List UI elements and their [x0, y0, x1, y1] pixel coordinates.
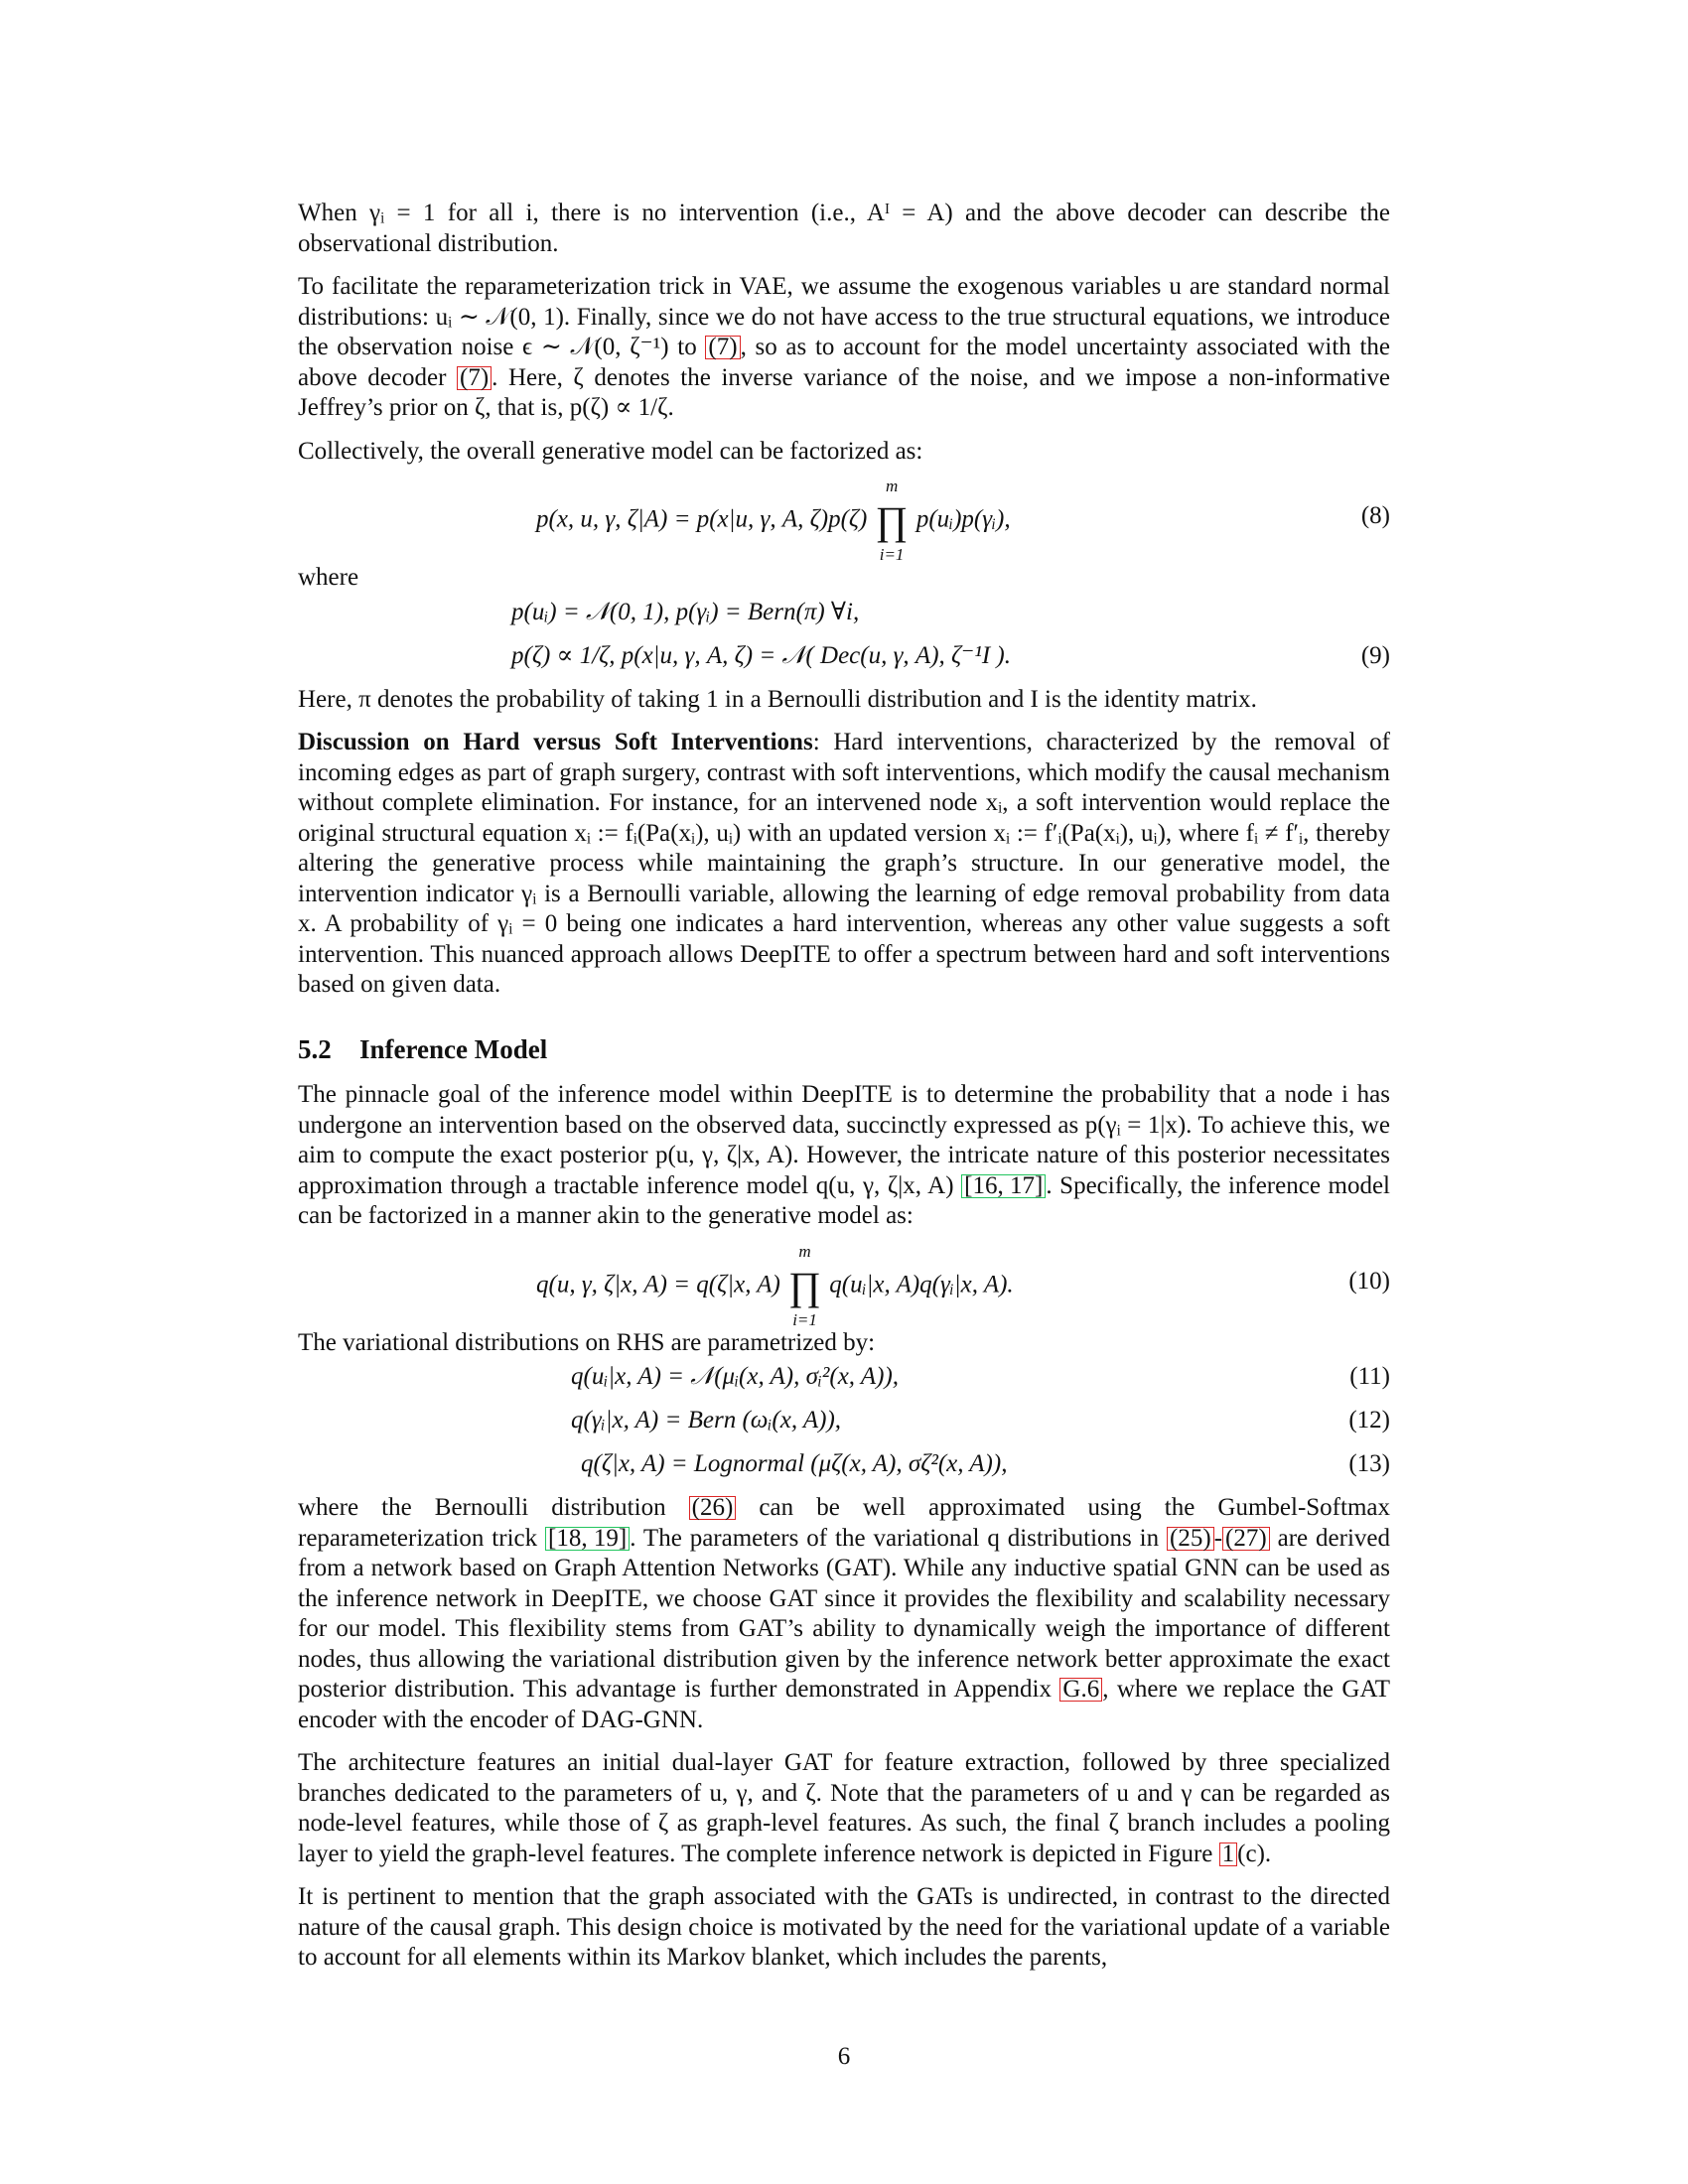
equation-10-right: q(uᵢ|x, A)q(γᵢ|x, A).: [829, 1271, 1014, 1298]
product-lower-limit: i=1: [792, 1309, 817, 1329]
paragraph-factorization-intro: Collectively, the overall generative model can be factorized as:: [298, 437, 923, 465]
section-heading: [298, 1034, 1390, 1065]
equation-10-left: q(u, γ, ζ|x, A) = q(ζ|x, A): [536, 1271, 780, 1298]
equation-12-body: q(γᵢ|x, A) = Bern (ωᵢ(x, A)),: [571, 1407, 842, 1433]
paragraph-variational-intro: The variational distributions on RHS are parametrized by:: [298, 1328, 876, 1356]
citation-18-19[interactable]: [18, 19]: [545, 1527, 630, 1551]
equation-ref-26[interactable]: (26): [689, 1496, 737, 1520]
text: are derived from a network based on Graph Attention Networks (GAT). While any inductive spatial GNN can be used as the inference network in DeepITE, we choose GAT since it provides the flexibility and scalability necessary for our model. This flexibility stems from GAT’s ability to dynamically weigh the importance of different nodes, thus allowing the variational distribution given by the inference network better approximate the exact posterior distribution. This advantage is further demonstrated in Appendix: [298, 1524, 1391, 1703]
equation-12: [298, 1406, 1390, 1449]
equation-9-line-1-body: p(uᵢ) = 𝒩(0, 1), p(γᵢ) = Bern(π) ∀i,: [511, 598, 860, 625]
equation-9-number: (9): [1360, 641, 1390, 669]
text: To facilitate the reparameterization trick in VAE, we assume the exogenous variables u are standard normal distributions: uᵢ ∼ 𝒩(0, 1). Finally, since we do not have access to the true structural equations, we introduce the observation noise ϵ ∼ 𝒩(0, ζ⁻¹) to: [298, 273, 1390, 360]
page-number: 6: [837, 2043, 851, 2070]
text: The architecture features an initial dual-layer GAT for feature extraction, followed by three specialized branches dedicated to the parameters of u, γ, and ζ. Note that the parameters of u and γ can be regarded as node-level features, while those of ζ as graph-level features. As such, the final ζ branch includes a pooling layer to yield the graph-level features. The complete inference network is depicted in Figure: [298, 1749, 1390, 1867]
equation-8-number: (8): [1360, 502, 1390, 529]
text: where the Bernoulli distribution: [298, 1494, 666, 1521]
text: : Hard interventions, characterized by the removal of incoming edges as part of graph surgery, contrast with soft interventions, which modify the causal mechanism without complete elimination. For instance, for an intervened node xᵢ, a soft intervention would replace the original structural equation xᵢ := fᵢ(Pa(xᵢ), uᵢ) with an updated version xᵢ := f′ᵢ(Pa(xᵢ), uᵢ), where fᵢ ≠ f′ᵢ, thereby altering the generative process while maintaining the graph’s structure. In our generative model, the intervention indicator γᵢ is a Bernoulli variable, allowing the learning of edge removal probability from data x. A probability of γᵢ = 0 being one indicates a hard intervention, whereas any other value suggests a soft intervention. This nuanced approach allows DeepITE to offer a spectrum between hard and soft interventions based on given data.: [298, 729, 1390, 998]
paper-page: [298, 199, 1390, 1986]
paragraph-inference-goal: [298, 1080, 1390, 1232]
section-title: Inference Model: [359, 1033, 548, 1064]
equation-10-body: [536, 1241, 1014, 1329]
paragraph-intervention-note: When γᵢ = 1 for all i, there is no intervention (i.e., Aᴵ = A) and the above decoder can describe the observational distribution.: [298, 200, 1390, 257]
paragraph-gat-inference: [298, 1493, 1390, 1735]
equation-8-body: [536, 477, 1011, 564]
paragraph-undirected-graph: It is pertinent to mention that the graph associated with the GATs is undirected, in contrast to the directed nature of the causal graph. This design choice is motivated by the need for the variational update of a variable to account for all elements within its Markov blanket, which includes the parents,: [298, 1883, 1390, 1971]
figure-ref-1[interactable]: 1: [1219, 1843, 1238, 1866]
text: , so as to account for the model uncertainty associated with the above decoder: [298, 334, 1391, 391]
paragraph-pi-definition: Here, π denotes the probability of taking 1 in a Bernoulli distribution and I is the identity matrix.: [298, 685, 1257, 713]
text: The pinnacle goal of the inference model within DeepITE is to determine the probability that a node i has undergone an intervention based on the observed data, succinctly expressed as p(γᵢ = 1|x). To achieve this, we aim to compute the exact posterior p(u, γ, ζ|x, A). However, the intricate nature of this posterior necessitates approximation through a tractable inference model q(u, γ, ζ|x, A): [298, 1081, 1390, 1199]
section-number: 5.2: [298, 1033, 332, 1064]
product-upper-limit: m: [885, 477, 899, 495]
product-symbol: ∏ m i=1: [788, 1241, 822, 1329]
text: (c).: [1237, 1840, 1272, 1867]
equation-ref-25[interactable]: (25): [1167, 1527, 1214, 1551]
equation-13-number: (13): [1348, 1450, 1390, 1477]
equation-8-left: p(x, u, γ, ζ|A) = p(x|u, γ, A, ζ)p(ζ): [536, 505, 868, 533]
equation-9-line-2: [298, 641, 1390, 685]
equation-ref-7-b[interactable]: (7): [457, 366, 492, 390]
equation-ref-27[interactable]: (27): [1222, 1527, 1270, 1551]
text: . Here, ζ denotes the inverse variance of the noise, and we impose a non-informative Jeffrey’s prior on ζ, that is, p(ζ) ∝ 1/ζ.: [298, 363, 1390, 421]
product-lower-limit: i=1: [879, 545, 905, 564]
equation-9-line-1: [298, 598, 1390, 641]
product-upper-limit: m: [798, 1241, 811, 1261]
product-symbol: ∏ m i=1: [875, 477, 909, 564]
equation-8-right: p(uᵢ)p(γᵢ),: [915, 505, 1011, 533]
equation-8: [298, 477, 1390, 564]
equation-10-number: (10): [1348, 1267, 1390, 1295]
equation-11-number: (11): [1349, 1363, 1390, 1390]
equation-9-line-2-body: p(ζ) ∝ 1/ζ, p(x|u, γ, A, ζ) = 𝒩( Dec(u, γ, A), ζ⁻¹I ).: [511, 641, 1011, 669]
equation-13-body: q(ζ|x, A) = Lognormal (μζ(x, A), σζ²(x, A)),: [581, 1450, 1008, 1477]
text: , where we replace the GAT encoder with the encoder of DAG-GNN.: [298, 1676, 1390, 1733]
equation-11: [298, 1362, 1390, 1406]
equation-12-number: (12): [1348, 1407, 1390, 1433]
citation-16-17[interactable]: [16, 17]: [961, 1174, 1046, 1198]
equation-ref-7[interactable]: (7): [705, 336, 740, 359]
where-label: where: [298, 564, 359, 591]
text: can be well approximated using the Gumbel-Softmax reparameterization trick: [298, 1494, 1390, 1552]
equation-10: [298, 1241, 1390, 1329]
equation-11-body: q(uᵢ|x, A) = 𝒩(μᵢ(x, A), σᵢ²(x, A)),: [571, 1363, 900, 1390]
text: . Specifically, the inference model can be factorized in a manner akin to the generative model as:: [298, 1171, 1391, 1229]
dash: -: [1213, 1524, 1223, 1552]
discussion-heading: Discussion on Hard versus Soft Interventions: [298, 729, 813, 755]
appendix-ref-g6[interactable]: G.6: [1059, 1678, 1102, 1702]
paragraph-hard-vs-soft: [298, 728, 1390, 1001]
equation-13: [298, 1449, 1390, 1493]
paragraph-architecture: [298, 1748, 1390, 1869]
text: . The parameters of the variational q distributions in: [630, 1524, 1160, 1552]
paragraph-reparameterization: [298, 272, 1390, 424]
